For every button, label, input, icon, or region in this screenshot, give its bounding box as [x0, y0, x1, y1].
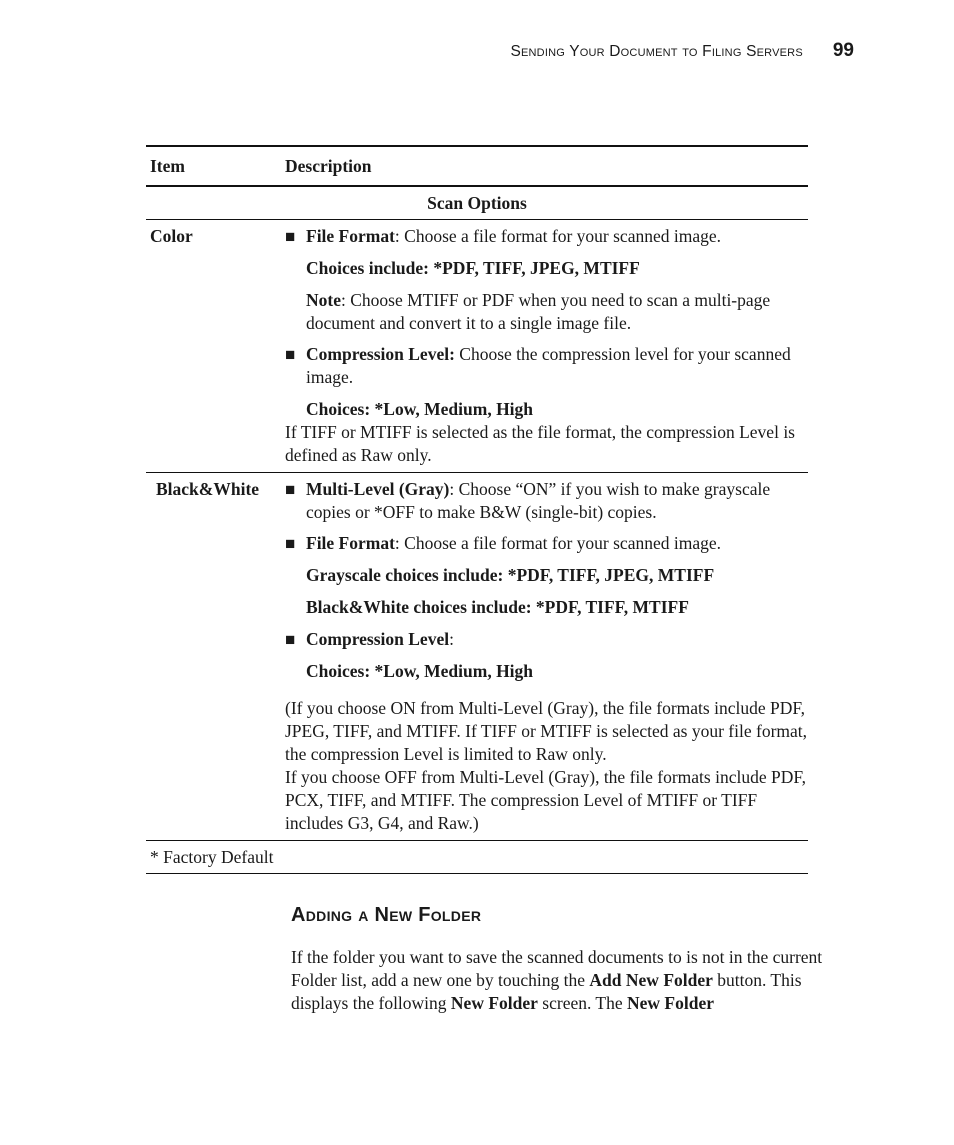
compression-colon: :	[449, 629, 454, 649]
file-format-label-bw: File Format	[306, 533, 395, 553]
on-note: (If you choose ON from Multi-Level (Gray), the file formats include PDF, JPEG, TIFF, and MTIFF. If TIFF or MTIFF is selected as your file format, the compression Level is limited to Raw only.	[285, 698, 808, 764]
compression-label-bw: Compression Level	[306, 629, 450, 649]
para-text-1: If the folder you want to save the scanned documents to is not in the current Folder list, add a new one by touching the	[291, 947, 823, 990]
multilevel-label: Multi-Level (Gray)	[306, 479, 450, 499]
section-heading: Adding a New Folder	[291, 904, 482, 926]
running-title: Sending Your Document to Filing Servers	[510, 43, 803, 60]
new-folder-ref: New Folder	[450, 993, 538, 1013]
scan-options-table	[146, 145, 808, 874]
bw-choices: Black&White choices include: *PDF, TIFF, MTIFF	[306, 597, 689, 617]
file-format-label: File Format	[306, 226, 395, 246]
table-row-black-white	[146, 473, 808, 840]
body-paragraph	[291, 946, 841, 1015]
section-title-row	[146, 187, 808, 219]
running-header	[510, 40, 854, 62]
off-note: If you choose OFF from Multi-Level (Gray), the file formats include PDF, PCX, TIFF, and MTIFF. The compression Level of MTIFF or TIFF includes G3, G4, and Raw.)	[285, 767, 807, 833]
file-format-text: : Choose a file format for your scanned image.	[394, 226, 721, 246]
table-row-color	[146, 220, 808, 472]
bullet-compression-level	[285, 343, 808, 389]
table-header-row	[146, 147, 808, 185]
item-black-white: Black&White	[156, 479, 260, 499]
bullet-file-format-bw	[285, 532, 808, 555]
section-title: Scan Options	[427, 192, 527, 213]
item-color: Color	[150, 226, 193, 246]
compression-choices: Choices: *Low, Medium, High	[306, 399, 534, 419]
note-text: : Choose MTIFF or PDF when you need to scan a multi-page document and convert it to a single image file.	[306, 290, 771, 333]
column-header-description: Description	[285, 155, 372, 176]
new-folder-ref-2: New Folder	[627, 993, 715, 1013]
square-bullet-icon: ■	[285, 480, 296, 499]
multilevel-text: : Choose “ON” if you wish to make grayscale copies or *OFF to make B&W (single-bit) copies.	[306, 479, 771, 522]
file-format-text-bw: : Choose a file format for your scanned image.	[394, 533, 721, 553]
square-bullet-icon: ■	[285, 345, 296, 364]
choices-include: Choices include: *PDF, TIFF, JPEG, MTIFF	[306, 258, 640, 278]
table-bottom-rule	[146, 873, 808, 874]
tiff-note: If TIFF or MTIFF is selected as the file format, the compression Level is defined as Raw only.	[285, 422, 795, 465]
bullet-file-format	[285, 225, 808, 248]
para-text-2: button. This displays the following	[291, 970, 802, 1013]
bullet-multi-level	[285, 478, 808, 524]
footnote-row	[146, 841, 808, 873]
square-bullet-icon: ■	[285, 630, 296, 649]
grayscale-choices: Grayscale choices include: *PDF, TIFF, JPEG, MTIFF	[306, 565, 715, 585]
compression-text: Choose the compression level for your scanned image.	[306, 344, 791, 387]
factory-default-note: * Factory Default	[150, 846, 274, 867]
desc-black-white	[285, 478, 808, 835]
compression-choices-bw: Choices: *Low, Medium, High	[306, 661, 534, 681]
page-number: 99	[832, 40, 854, 61]
para-text-3: screen. The	[537, 993, 628, 1013]
column-header-item: Item	[150, 155, 185, 176]
compression-label: Compression Level:	[306, 344, 455, 364]
bullet-compression-level-bw	[285, 628, 808, 651]
square-bullet-icon: ■	[285, 534, 296, 553]
desc-color	[285, 225, 808, 467]
add-new-folder-ref: Add New Folder	[589, 970, 713, 990]
note-label: Note	[306, 290, 341, 310]
square-bullet-icon: ■	[285, 227, 296, 246]
